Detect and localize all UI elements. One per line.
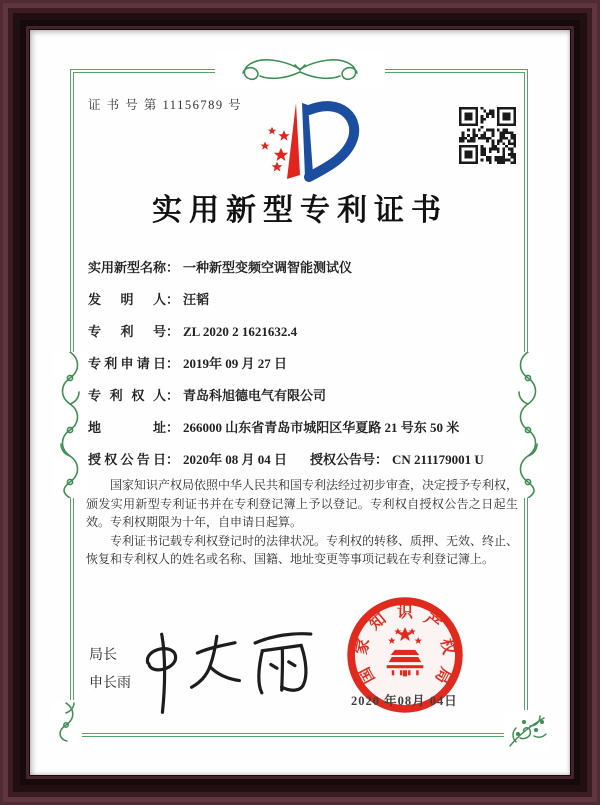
field-application-date <box>88 353 516 371</box>
field-label: 授权公告号 <box>310 452 376 467</box>
field-value: ZL 2020 2 1621632.4 <box>183 324 298 339</box>
field-patentee <box>88 385 516 403</box>
field-value: 2019年 09 月 27 日 <box>183 356 288 371</box>
svg-text:产: 产 <box>420 610 444 634</box>
bottom-right-floral-ornament-icon <box>504 710 550 752</box>
field-label: 实用新型名称 <box>88 260 167 275</box>
field-colon: ： <box>166 420 180 435</box>
field-value: CN 211179001 U <box>392 452 484 467</box>
field-colon: ： <box>166 388 180 403</box>
svg-text:家: 家 <box>353 637 374 657</box>
legal-paragraph-1: 国家知识产权局依照中华人民共和国专利法经过初步审查，决定授予专利权，颁发实用新型专利证书并在专利登记簿上予以登记。专利权自授权公告之日起生效。专利权期限为十年，自申请日起算。 <box>86 478 519 529</box>
svg-text:国: 国 <box>356 664 379 686</box>
field-value: 2020年 08 月 04 日 <box>183 452 288 467</box>
commissioner-name: 申长雨 <box>89 676 131 691</box>
legal-text <box>86 476 518 569</box>
field-label: 授权公告日 <box>88 452 166 467</box>
field-grant-number <box>310 449 484 468</box>
certificate-fields <box>88 257 516 481</box>
bottom-left-curl-ornament-icon <box>50 700 82 744</box>
field-colon: ： <box>375 452 389 467</box>
qr-code <box>459 107 516 164</box>
field-value: 266000 山东省青岛市城阳区华夏路 21 号东 50 米 <box>183 420 460 435</box>
certificate-title: 实用新型专利证书 <box>152 194 448 227</box>
field-colon: ： <box>166 260 180 275</box>
field-address <box>88 417 516 435</box>
field-grant-row <box>88 449 516 467</box>
certificate-number: 证 书 号 第 11156789 号 <box>88 98 243 112</box>
cnipa-logo-icon <box>243 97 361 185</box>
field-colon: ： <box>166 452 180 467</box>
field-colon: ： <box>166 356 180 371</box>
svg-text:知: 知 <box>366 610 390 634</box>
field-label: 专利申请日 <box>88 356 166 371</box>
svg-text:局: 局 <box>431 664 454 686</box>
commissioner-title: 局长 <box>89 648 117 663</box>
seal-date: 2020 年08月 04日 <box>351 694 458 708</box>
field-value: 一种新型变频空调智能测试仪 <box>183 260 353 275</box>
field-label: 专利号 <box>88 324 166 339</box>
field-grant-date <box>88 452 287 467</box>
field-colon: ： <box>166 292 180 307</box>
field-value: 汪韬 <box>183 292 210 307</box>
field-value: 青岛科旭德电气有限公司 <box>183 388 327 403</box>
field-label: 专利权人 <box>88 388 166 403</box>
field-label: 发明人 <box>88 292 166 307</box>
legal-paragraph-2: 专利证书记载专利权登记时的法律状况。专利权的转移、质押、无效、终止、恢复和专利权人的姓名或名称、国籍、地址变更等事项记载在专利登记簿上。 <box>86 533 519 566</box>
field-label: 地址 <box>88 420 166 435</box>
left-flourish-ornament-icon <box>53 352 87 498</box>
field-patent-number <box>88 321 516 339</box>
svg-text:权: 权 <box>436 637 457 657</box>
field-utility-model-name <box>88 257 516 275</box>
svg-text:识: 识 <box>397 603 413 621</box>
field-colon: ： <box>166 324 180 339</box>
field-inventor <box>88 289 516 307</box>
top-flourish-ornament-icon <box>215 52 385 86</box>
commissioner-signature <box>130 620 325 722</box>
